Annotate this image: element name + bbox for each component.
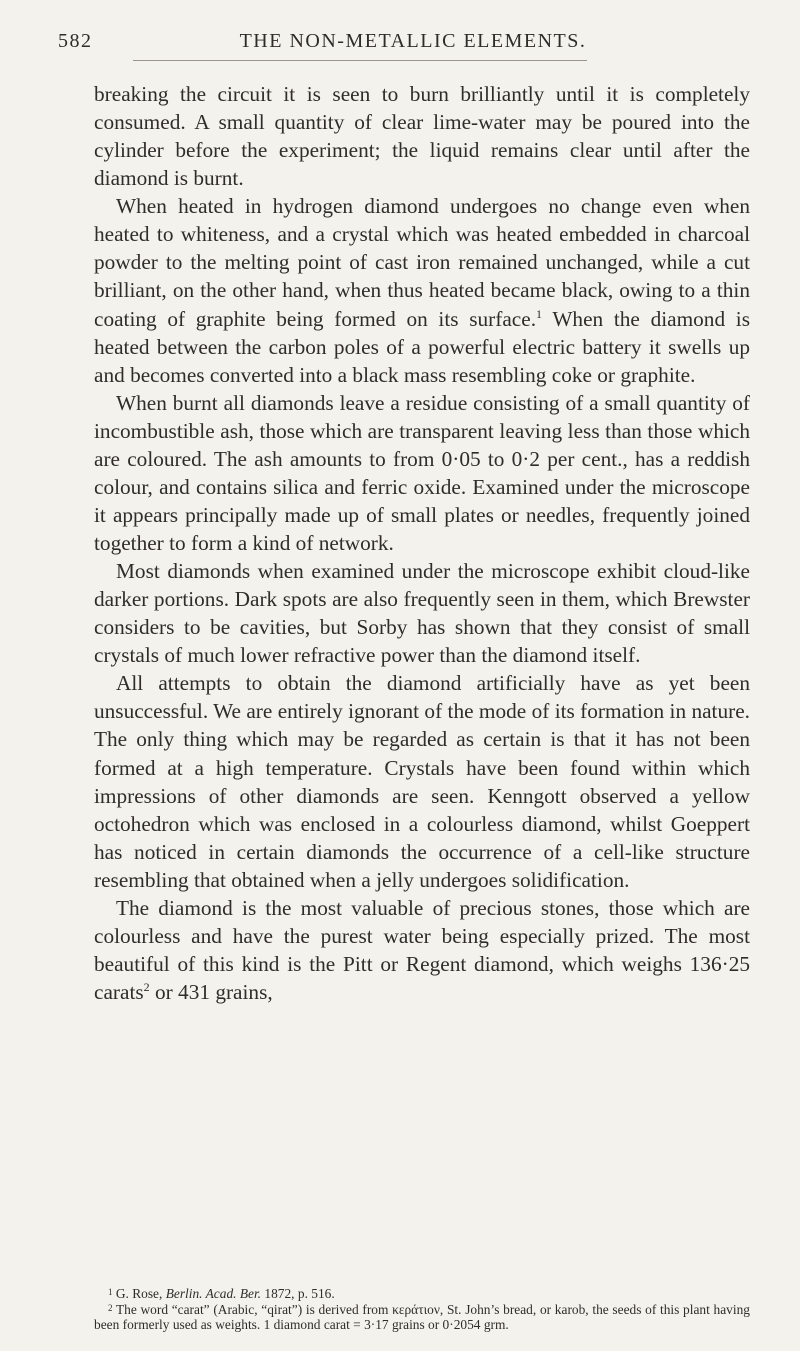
paragraph-text: When burnt all diamonds leave a residue consisting of a small quantity of incombustible ash, those which are transparent leaving less than those which are coloured. The ash amounts to from 0·05 to 0·2 per cent., has a reddish colour, and contains silica and ferric oxide. Examined under the microscope it appears principally made up of small plates or needles, frequently joined together to form a kind of network. [94, 390, 750, 555]
paragraph-text: When heated in hydrogen diamond undergoes no change even when heated to whiteness, and a crystal which was heated embedded in charcoal powder to the melting point of cast iron remained unchanged, while a cut brilliant, on the other hand, when thus heated became black, owing to a thin coating of graphite being formed on its surface. [94, 194, 750, 331]
paragraph-text: When the diamond is heated between the carbon poles of a powerful electric battery it swells up and becomes converted into a black mass resembling coke or graphite. [94, 306, 750, 387]
paragraph-text: All attempts to obtain the diamond artificially have as yet been unsuccessful. We are entirely ignorant of the mode of its formation in nature. The only thing which may be regarded as certain is that it has not been formed at a high temperature. Crystals have been found within which impressions of other diamonds are seen. Kenngott observed a yellow octohedron which was enclosed in a colourless diamond, whilst Goeppert has noticed in certain diamonds the occurrence of a cell-like structure resembling that obtained when a jelly undergoes solidification. [94, 671, 750, 892]
page-header [58, 30, 768, 64]
header-rule [133, 60, 587, 61]
footnote-text: 1872, p. 516. [261, 1286, 335, 1301]
footnote-text: G. Rose, [112, 1286, 166, 1301]
footnote-mark: 1 [108, 1287, 113, 1297]
footnotes [94, 1285, 750, 1332]
paragraph-text: Most diamonds when examined under the microscope exhibit cloud-like darker portions. Dark spots are also frequently seen in them, which Brewster considers to be cavities, but Sorby has shown that they consist of small crystals of much lower refractive power than the diamond itself. [94, 559, 750, 668]
footnote-mark: 2 [108, 1303, 113, 1313]
footnote [94, 1301, 750, 1332]
footnote-text: The word “carat” (Arabic, “qirat”) is derived from κεράτιον, St. John’s bread, or karob, the seeds of this plant having been formerly used as weights. 1 diamond carat = 3·17 grains or 0·2054 grm. [94, 1302, 750, 1332]
footnote [94, 1285, 750, 1301]
footnote-reference: 2 [143, 979, 150, 994]
body-text [94, 80, 750, 1006]
paragraph [94, 669, 750, 894]
paragraph-text: breaking the circuit it is seen to burn brilliantly until it is completely consumed. A small quantity of clear lime-water may be poured into the cylinder before the experiment; the liquid remains clear until after the diamond is burnt. [94, 82, 750, 191]
paragraph-text: or 431 grains, [149, 980, 273, 1004]
page-number: 582 [58, 30, 93, 52]
paragraph [94, 557, 750, 669]
footnote-reference: 1 [536, 306, 543, 321]
paragraph [94, 389, 750, 557]
running-title: THE NON-METALLIC ELEMENTS. [239, 30, 587, 52]
paragraph [94, 894, 750, 1006]
paragraph-text: The diamond is the most valuable of precious stones, those which are colourless and have the purest water being especially prized. The most beautiful of this kind is the Pitt or Regent diamond, which weighs 136·25 carats [94, 895, 750, 1004]
paragraph [94, 192, 750, 388]
paragraph [94, 80, 750, 192]
footnote-source-title: Berlin. Acad. Ber. [165, 1286, 262, 1301]
